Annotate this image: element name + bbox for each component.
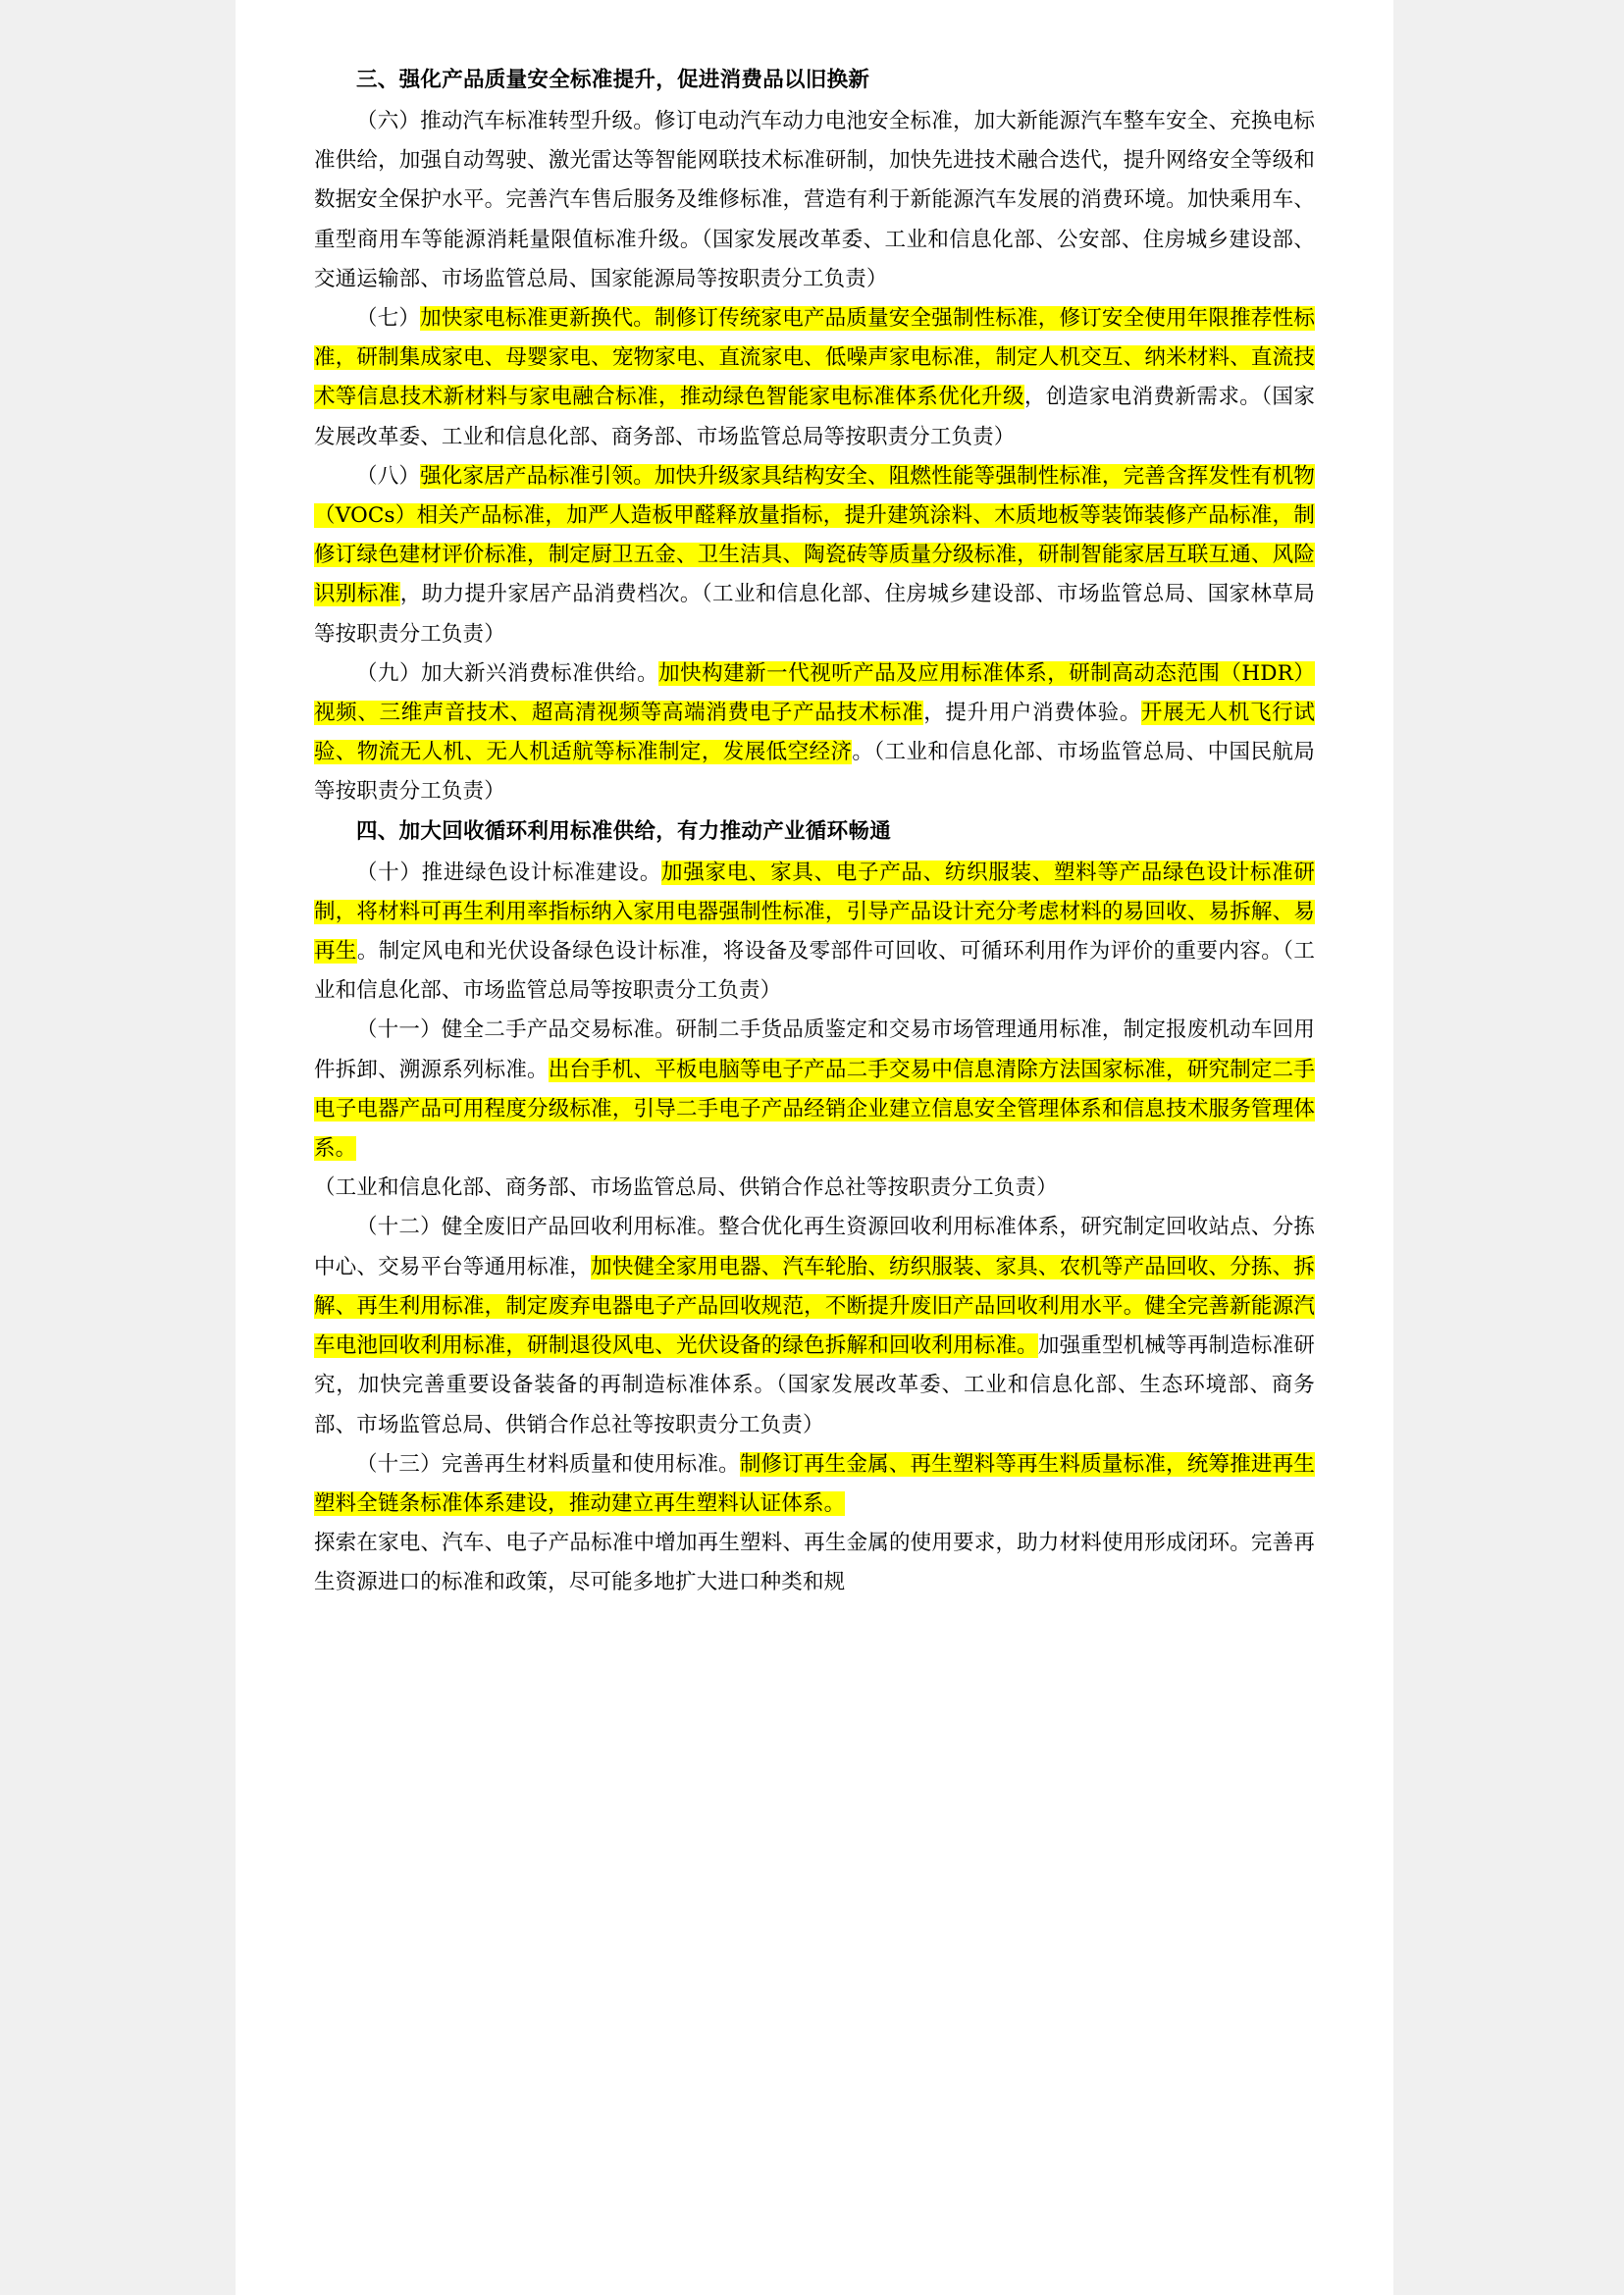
text-run: （九）加大新兴消费标准供给。 (356, 660, 659, 686)
text-run: （十二）健全废旧产品回收利用标准。整合优化再生资源回收利用标准体系，研究制定回收站点、分拣中心、交易平台等通用标准， (314, 1215, 1315, 1279)
document-body (314, 61, 1315, 1603)
text-run: （十）推进绿色设计标准建设。 (356, 860, 662, 885)
paragraph (314, 457, 1315, 654)
paragraph (314, 1445, 1315, 1524)
highlighted-text: 制修订再生金属、再生塑料等再生料质量标准，统筹推进再生塑料全链条标准体系建设，推动建立再生塑料认证体系。 (314, 1451, 1315, 1516)
highlighted-text: 加快健全家用电器、汽车轮胎、纺织服装、家具、农机等产品回收、分拣、拆解、再生利用标准，制定废弃电器电子产品回收规范，不断提升废旧产品回收利用水平。健全完善新能源汽车电池回收利用标准，研制退役风电、光伏设备的绿色拆解和回收利用标准。 (314, 1254, 1315, 1359)
paragraph (314, 654, 1315, 812)
text-run: ，助力提升家居产品消费档次。（工业和信息化部、住房城乡建设部、市场监管总局、国家林草局等按职责分工负责） (314, 582, 1315, 647)
section-heading (314, 61, 1315, 100)
text-run: 探索在家电、汽车、电子产品标准中增加再生塑料、再生金属的使用要求，助力材料使用形成闭环。完善再生资源进口的标准和政策，尽可能多地扩大进口种类和规 (314, 1531, 1315, 1595)
highlighted-text: 加快家电标准更新换代。制修订传统家电产品质量安全强制性标准，修订安全使用年限推荐性标准，研制集成家电、母婴家电、宠物家电、直流家电、低噪声家电标准，制定人机交互、纳米材料、直流技术等信息技术新材料与家电融合标准，推动绿色智能家电标准体系优化升级 (314, 306, 1315, 410)
highlighted-text: 出台手机、平板电脑等电子产品二手交易中信息清除方法国家标准，研究制定二手电子电器产品可用程度分级标准，引导二手电子产品经销企业建立信息安全管理体系和信息技术服务管理体系。 (314, 1057, 1315, 1162)
section-heading (314, 812, 1315, 852)
text-run: （十三）完善再生材料质量和使用标准。 (356, 1451, 740, 1477)
text-run: （工业和信息化部、商务部、市场监管总局、供销合作总社等按职责分工负责） (314, 1175, 1058, 1201)
text-run: 加强重型机械等再制造标准研究，加快完善重要设备装备的再制造标准体系。（国家发展改革委、工业和信息化部、生态环境部、商务部、市场监管总局、供销合作总社等按职责分工负责） (314, 1333, 1315, 1437)
paragraph (314, 854, 1315, 1012)
paragraph (314, 1011, 1315, 1169)
highlighted-text: 加强家电、家具、电子产品、纺织服装、塑料等产品绿色设计标准研制，将材料可再生利用率指标纳入家用电器强制性标准，引导产品设计充分考虑材料的易回收、易拆解、易再生 (314, 860, 1315, 965)
paragraph (314, 1524, 1315, 1602)
text-run: ，提升用户消费体验。 (923, 701, 1142, 726)
page-background-left (0, 0, 236, 2295)
page-background-right (1393, 0, 1624, 2295)
paragraph (314, 299, 1315, 457)
paragraph (314, 1208, 1315, 1444)
paragraph (314, 102, 1315, 299)
text-run: （七） (356, 306, 421, 332)
paragraph (314, 1169, 1315, 1208)
document-page (236, 0, 1393, 2295)
text-run: 三、强化产品质量安全标准提升，促进消费品以旧换新 (356, 68, 870, 92)
highlighted-text: 加快构建新一代视听产品及应用标准体系，研制高动态范围（HDR）视频、三维声音技术、超高清视频等高端消费电子产品技术标准 (314, 660, 1315, 726)
highlighted-text: 开展无人机飞行试验、物流无人机、无人机适航等标准制定，发展低空经济 (314, 701, 1315, 765)
text-run: （六）推动汽车标准转型升级。修订电动汽车动力电池安全标准，加大新能源汽车整车安全、充换电标准供给，加强自动驾驶、激光雷达等智能网联技术标准研制，加快先进技术融合迭代，提升网络安全等级和数据安全保护水平。完善汽车售后服务及维修标准，营造有利于新能源汽车发展的消费环境。加快乘用车、重型商用车等能源消耗量限值标准升级。（国家发展改革委、工业和信息化部、公安部、住房城乡建设部、交通运输部、市场监管总局、国家能源局等按职责分工负责） (314, 109, 1315, 291)
text-run: 。制定风电和光伏设备绿色设计标准，将设备及零部件可回收、可循环利用作为评价的重要内容。（工业和信息化部、市场监管总局等按职责分工负责） (314, 939, 1315, 1004)
text-run: 四、加大回收循环利用标准供给，有力推动产业循环畅通 (356, 818, 892, 844)
highlighted-text: 强化家居产品标准引领。加快升级家具结构安全、阻燃性能等强制性标准，完善含挥发性有机物（VOCs）相关产品标准，加严人造板甲醛释放量指标，提升建筑涂料、木质地板等装饰装修产品标准，制修订绿色建材评价标准，制定厨卫五金、卫生洁具、陶瓷砖等质量分级标准，研制智能家居互联互通、风险识别标准 (314, 463, 1315, 607)
text-run: ，创造家电消费新需求。（国家发展改革委、工业和信息化部、商务部、市场监管总局等按职责分工负责） (314, 385, 1315, 449)
text-run: （十一）健全二手产品交易标准。研制二手货品质鉴定和交易市场管理通用标准，制定报废机动车回用件拆卸、溯源系列标准。 (314, 1017, 1315, 1082)
text-run: 。（工业和信息化部、市场监管总局、中国民航局等按职责分工负责） (314, 740, 1315, 805)
text-run: （八） (356, 463, 421, 489)
